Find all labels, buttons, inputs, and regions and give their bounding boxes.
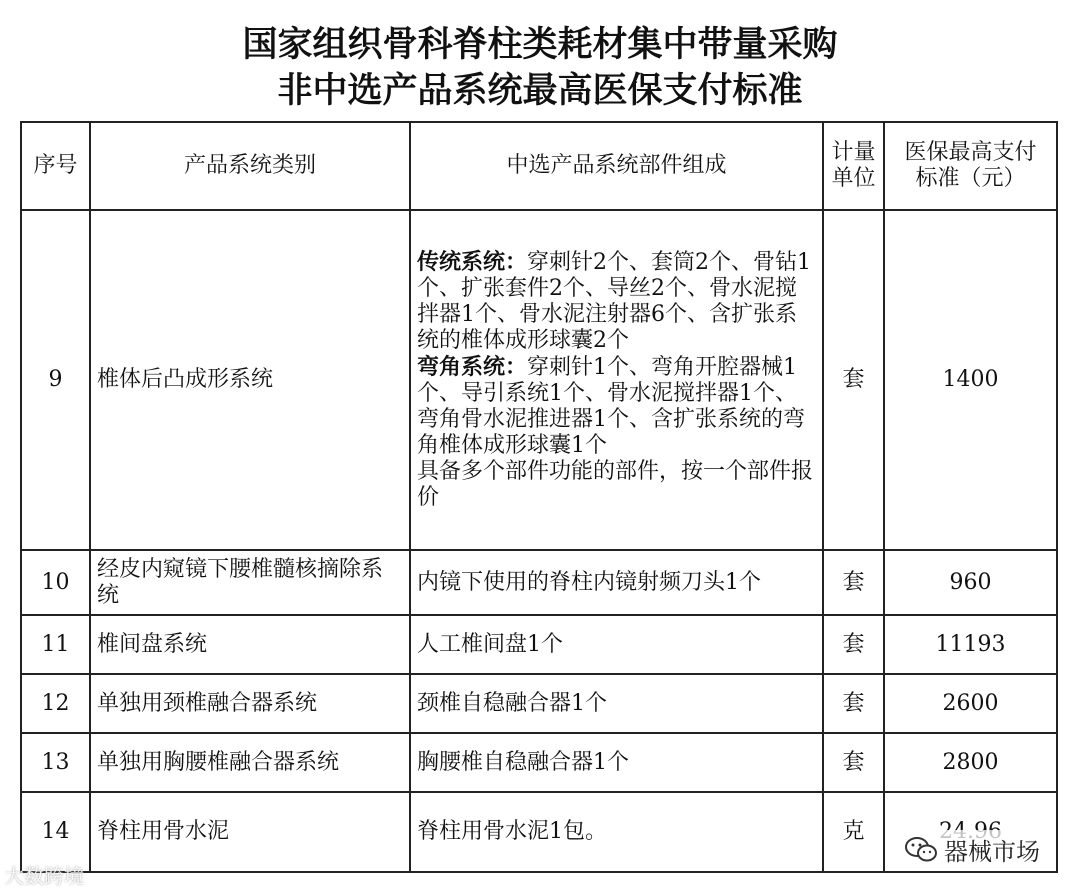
row-price: 2600 — [884, 674, 1057, 733]
table-header-row — [21, 122, 1057, 210]
wechat-icon — [904, 836, 938, 864]
row-num: 14 — [21, 792, 90, 872]
row-unit: 套 — [823, 733, 884, 792]
table-row — [21, 210, 1057, 550]
watermark-right-text: 器械市场 — [944, 838, 1040, 866]
header-price — [884, 122, 1057, 210]
row-unit: 套 — [823, 674, 884, 733]
row-components: 人工椎间盘1个 — [410, 615, 823, 674]
header-unit — [823, 122, 884, 210]
watermark-left: 大数跨境 — [4, 864, 84, 888]
row-price: 11193 — [884, 615, 1057, 674]
row-components: 脊柱用骨水泥1包。 — [410, 792, 823, 872]
header-price-line1: 医保最高支付 — [904, 140, 1037, 165]
curved-system — [417, 354, 816, 459]
row-price: 1400 — [884, 210, 1057, 550]
row-price: 960 — [884, 550, 1057, 615]
row-unit: 克 — [823, 792, 884, 872]
header-unit-line1: 计量 — [831, 140, 876, 165]
price-standard-table — [20, 121, 1058, 873]
row-category: 单独用胸腰椎融合器系统 — [90, 733, 410, 792]
traditional-text: 穿刺针2个、套筒2个、骨钻1个、扩张套件2个、导丝2个、骨水泥搅拌器1个、骨水泥注射器6个、含扩张系统的椎体成形球囊2个 — [417, 250, 812, 353]
component-note: 具备多个部件功能的部件，按一个部件报价 — [417, 459, 814, 510]
document-title — [0, 22, 1080, 114]
row-category: 脊柱用骨水泥 — [90, 792, 410, 872]
row-num: 11 — [21, 615, 90, 674]
header-num: 序号 — [21, 122, 90, 210]
row-unit: 套 — [823, 615, 884, 674]
curved-text: 穿刺针1个、弯角开腔器械1个、导引系统1个、骨水泥搅拌器1个、弯角骨水泥推进器1个、含扩张系统的弯角椎体成形球囊1个 — [417, 355, 805, 458]
row-components — [410, 210, 823, 550]
row-category: 经皮内窥镜下腰椎髓核摘除系统 — [90, 550, 410, 615]
row-category: 椎间盘系统 — [90, 615, 410, 674]
row-num: 13 — [21, 733, 90, 792]
title-line-1: 国家组织骨科脊柱类耗材集中带量采购 — [242, 25, 838, 65]
row-num: 10 — [21, 550, 90, 615]
row-num: 12 — [21, 674, 90, 733]
table-row — [21, 615, 1057, 674]
row-components: 颈椎自稳融合器1个 — [410, 674, 823, 733]
table-row — [21, 550, 1057, 615]
row-components: 内镜下使用的脊柱内镜射频刀头1个 — [410, 550, 823, 615]
row-unit: 套 — [823, 210, 884, 550]
traditional-label: 传统系统： — [417, 249, 528, 275]
title-line-2: 非中选产品系统最高医保支付标准 — [277, 71, 803, 111]
row-price: 2800 — [884, 733, 1057, 792]
row-components: 胸腰椎自稳融合器1个 — [410, 733, 823, 792]
header-unit-line2: 单位 — [831, 166, 876, 191]
header-category: 产品系统类别 — [90, 122, 410, 210]
header-components: 中选产品系统部件组成 — [410, 122, 823, 210]
curved-label: 弯角系统： — [417, 354, 528, 380]
table-row — [21, 674, 1057, 733]
row-unit: 套 — [823, 550, 884, 615]
header-price-line2: 标准（元） — [915, 166, 1026, 191]
row-category: 椎体后凸成形系统 — [90, 210, 410, 550]
watermark-right — [900, 830, 1044, 869]
row-num: 9 — [21, 210, 90, 550]
table-row — [21, 733, 1057, 792]
traditional-system — [417, 249, 816, 354]
row-category: 单独用颈椎融合器系统 — [90, 674, 410, 733]
